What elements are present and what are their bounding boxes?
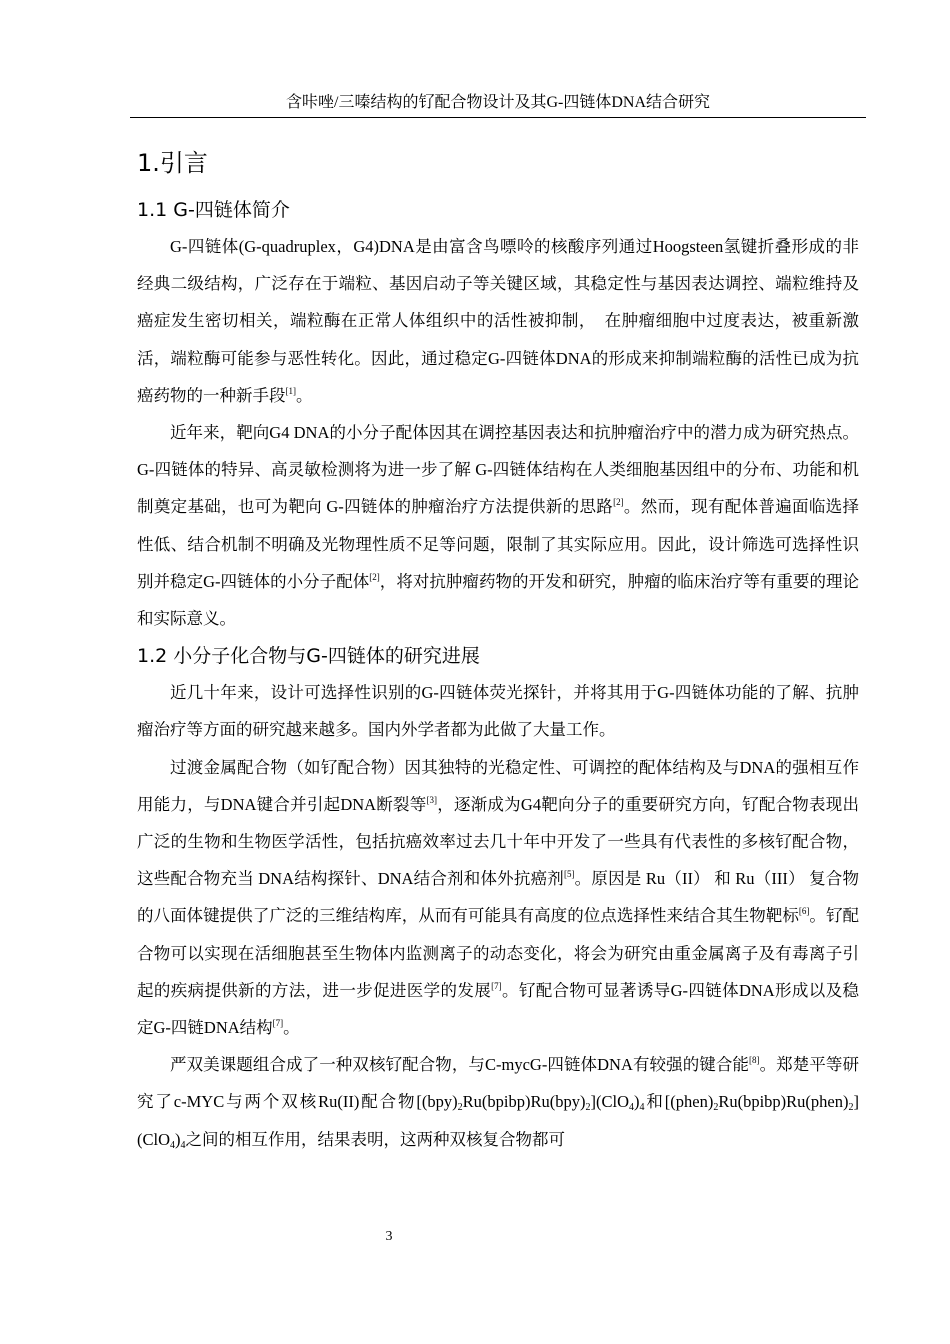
paragraph-text: 。郑楚平等研究了c-MYC与两个双核Ru(II)配合物[(bpy) xyxy=(137,1055,859,1112)
citation: [6] xyxy=(798,906,810,917)
paragraph-text: 。 xyxy=(296,385,313,405)
subscript: 4 xyxy=(170,1139,175,1151)
paragraph-text: ](ClO xyxy=(137,1092,859,1149)
paragraph-probes xyxy=(137,674,859,748)
subscript: 4 xyxy=(628,1102,634,1114)
paragraph-text: ](ClO xyxy=(590,1092,629,1112)
citation: [5] xyxy=(563,869,575,880)
paragraph-text: ，将对抗肿瘤药物的开发和研究，肿瘤的临床治疗等有重要的理论和实际意义。 xyxy=(137,571,859,629)
paragraph-text: Ru(bpibp)Ru(phen) xyxy=(718,1092,849,1112)
paragraph-ruthenium-complexes xyxy=(137,749,859,1047)
header-rule xyxy=(130,117,866,118)
paragraph-text: 过渡金属配合物（如钌配合物）因其独特的光稳定性、可调控的配体结构及与DNA的强相互作用能力，与DNA键合并引起DNA断裂等 xyxy=(137,757,859,814)
section-1-2-heading: 1.2 小分子化合物与G-四链体的研究进展 xyxy=(137,645,480,668)
paragraph-dinuclear-complexes xyxy=(137,1046,859,1158)
paragraph-g4-intro xyxy=(137,228,859,414)
citation: [7] xyxy=(272,1018,284,1029)
subscript: 4 xyxy=(639,1102,645,1114)
paragraph-text: ) xyxy=(633,1092,640,1112)
subscript: 2 xyxy=(457,1102,463,1114)
paragraph-text: Ru(bpibp)Ru(bpy) xyxy=(462,1092,586,1112)
paragraph-text: ，逐渐成为G4靶向分子的重要研究方向，钌配合物表现出广泛的生物和生物医学活性，包括抗癌效率过去几十年中开发了一些具有代表性的多核钌配合物，这些配合物充当 DNA结构探针、DNA结合剂和体外抗癌剂 xyxy=(137,794,859,889)
paragraph-text: 。然而，现有配体普遍面临选择性低、结合机制不明确及光物理性质不足等问题，限制了其实际应用。因此，设计筛选可选择性识别并稳定G-四链体的小分子配体 xyxy=(137,497,859,591)
document-body xyxy=(137,140,859,1158)
citation: [3] xyxy=(426,794,437,805)
page-number: 3 xyxy=(385,1229,393,1244)
paragraph-text: G-四链体(G-quadruplex，G4)DNA是由富含鸟嘌呤的核酸序列通过Hoogsteen氢键折叠形成的非经典二级结构，广泛存在于端粒、基因启动子等关键区域，其稳定性与基因表达调控、端粒维持及癌症发生密切相关，端粒酶在正常人体组织中的活性被抑制， 在肿瘤细胞中过度表达，被重新激活，端粒酶可能参与恶性转化。因此，通过稳定G-四链体DNA的形成来抑制端粒酶的活性已成为抗癌药物的一种新手段 xyxy=(137,237,859,405)
paragraph-text: 。原因是 Ru（II） 和 Ru（III） 复合物的八面体键提供了广泛的三维结构库，从而有可能具有高度的位点选择性来结合其生物靶标 xyxy=(137,869,860,926)
subscript: 2 xyxy=(585,1102,591,1114)
running-header: 含咔唑/三嗪结构的钌配合物设计及其G-四链体DNA结合研究 xyxy=(286,94,710,111)
citation: [8] xyxy=(749,1055,760,1066)
paragraph-text: 。钌配合物可以实现在活细胞甚至生物体内监测离子的动态变化，将会为研究由重金属离子及有毒离子引起的疾病提供新的方法，进一步促进医学的发展 xyxy=(137,906,860,1000)
paragraph-text: 和[(phen) xyxy=(644,1092,714,1112)
paragraph-text: 近几十年来，设计可选择性识别的G-四链体荧光探针，并将其用于G-四链体功能的了解、抗肿瘤治疗等方面的研究越来越多。国内外学者都为此做了大量工作。 xyxy=(137,683,859,740)
paragraph-text: ) xyxy=(175,1129,181,1149)
paragraph-text: 近年来，靶向G4 DNA的小分子配体因其在调控基因表达和抗肿瘤治疗中的潜力成为研究热点。G-四链体的特异、高灵敏检测将为进一步了解 G-四链体结构在人类细胞基因组中的分布、功能和机制奠定基础，也可为靶向 G-四链体的肿瘤治疗方法提供新的思路 xyxy=(137,423,859,517)
subscript: 2 xyxy=(713,1102,719,1114)
paragraph-text: 。 xyxy=(283,1018,300,1038)
citation: [2] xyxy=(369,571,380,582)
citation: [1] xyxy=(285,385,296,396)
citation: [7] xyxy=(491,980,502,991)
section-1-heading: 1.引言 xyxy=(137,149,208,177)
section-1-1-heading: 1.1 G-四链体简介 xyxy=(137,199,290,221)
subscript: 2 xyxy=(848,1102,854,1114)
citation: [2] xyxy=(613,497,624,508)
paragraph-g4-ligands xyxy=(137,414,859,637)
paragraph-text: 。钌配合物可显著诱导G-四链体DNA形成以及稳定G-四链DNA结构 xyxy=(137,980,860,1038)
paragraph-text: 严双美课题组合成了一种双核钌配合物，与C-mycG-四链体DNA有较强的键合能 xyxy=(170,1055,750,1075)
paragraph-text: 之间的相互作用，结果表明，这两种双核复合物都可 xyxy=(185,1129,565,1149)
subscript: 4 xyxy=(180,1139,186,1151)
